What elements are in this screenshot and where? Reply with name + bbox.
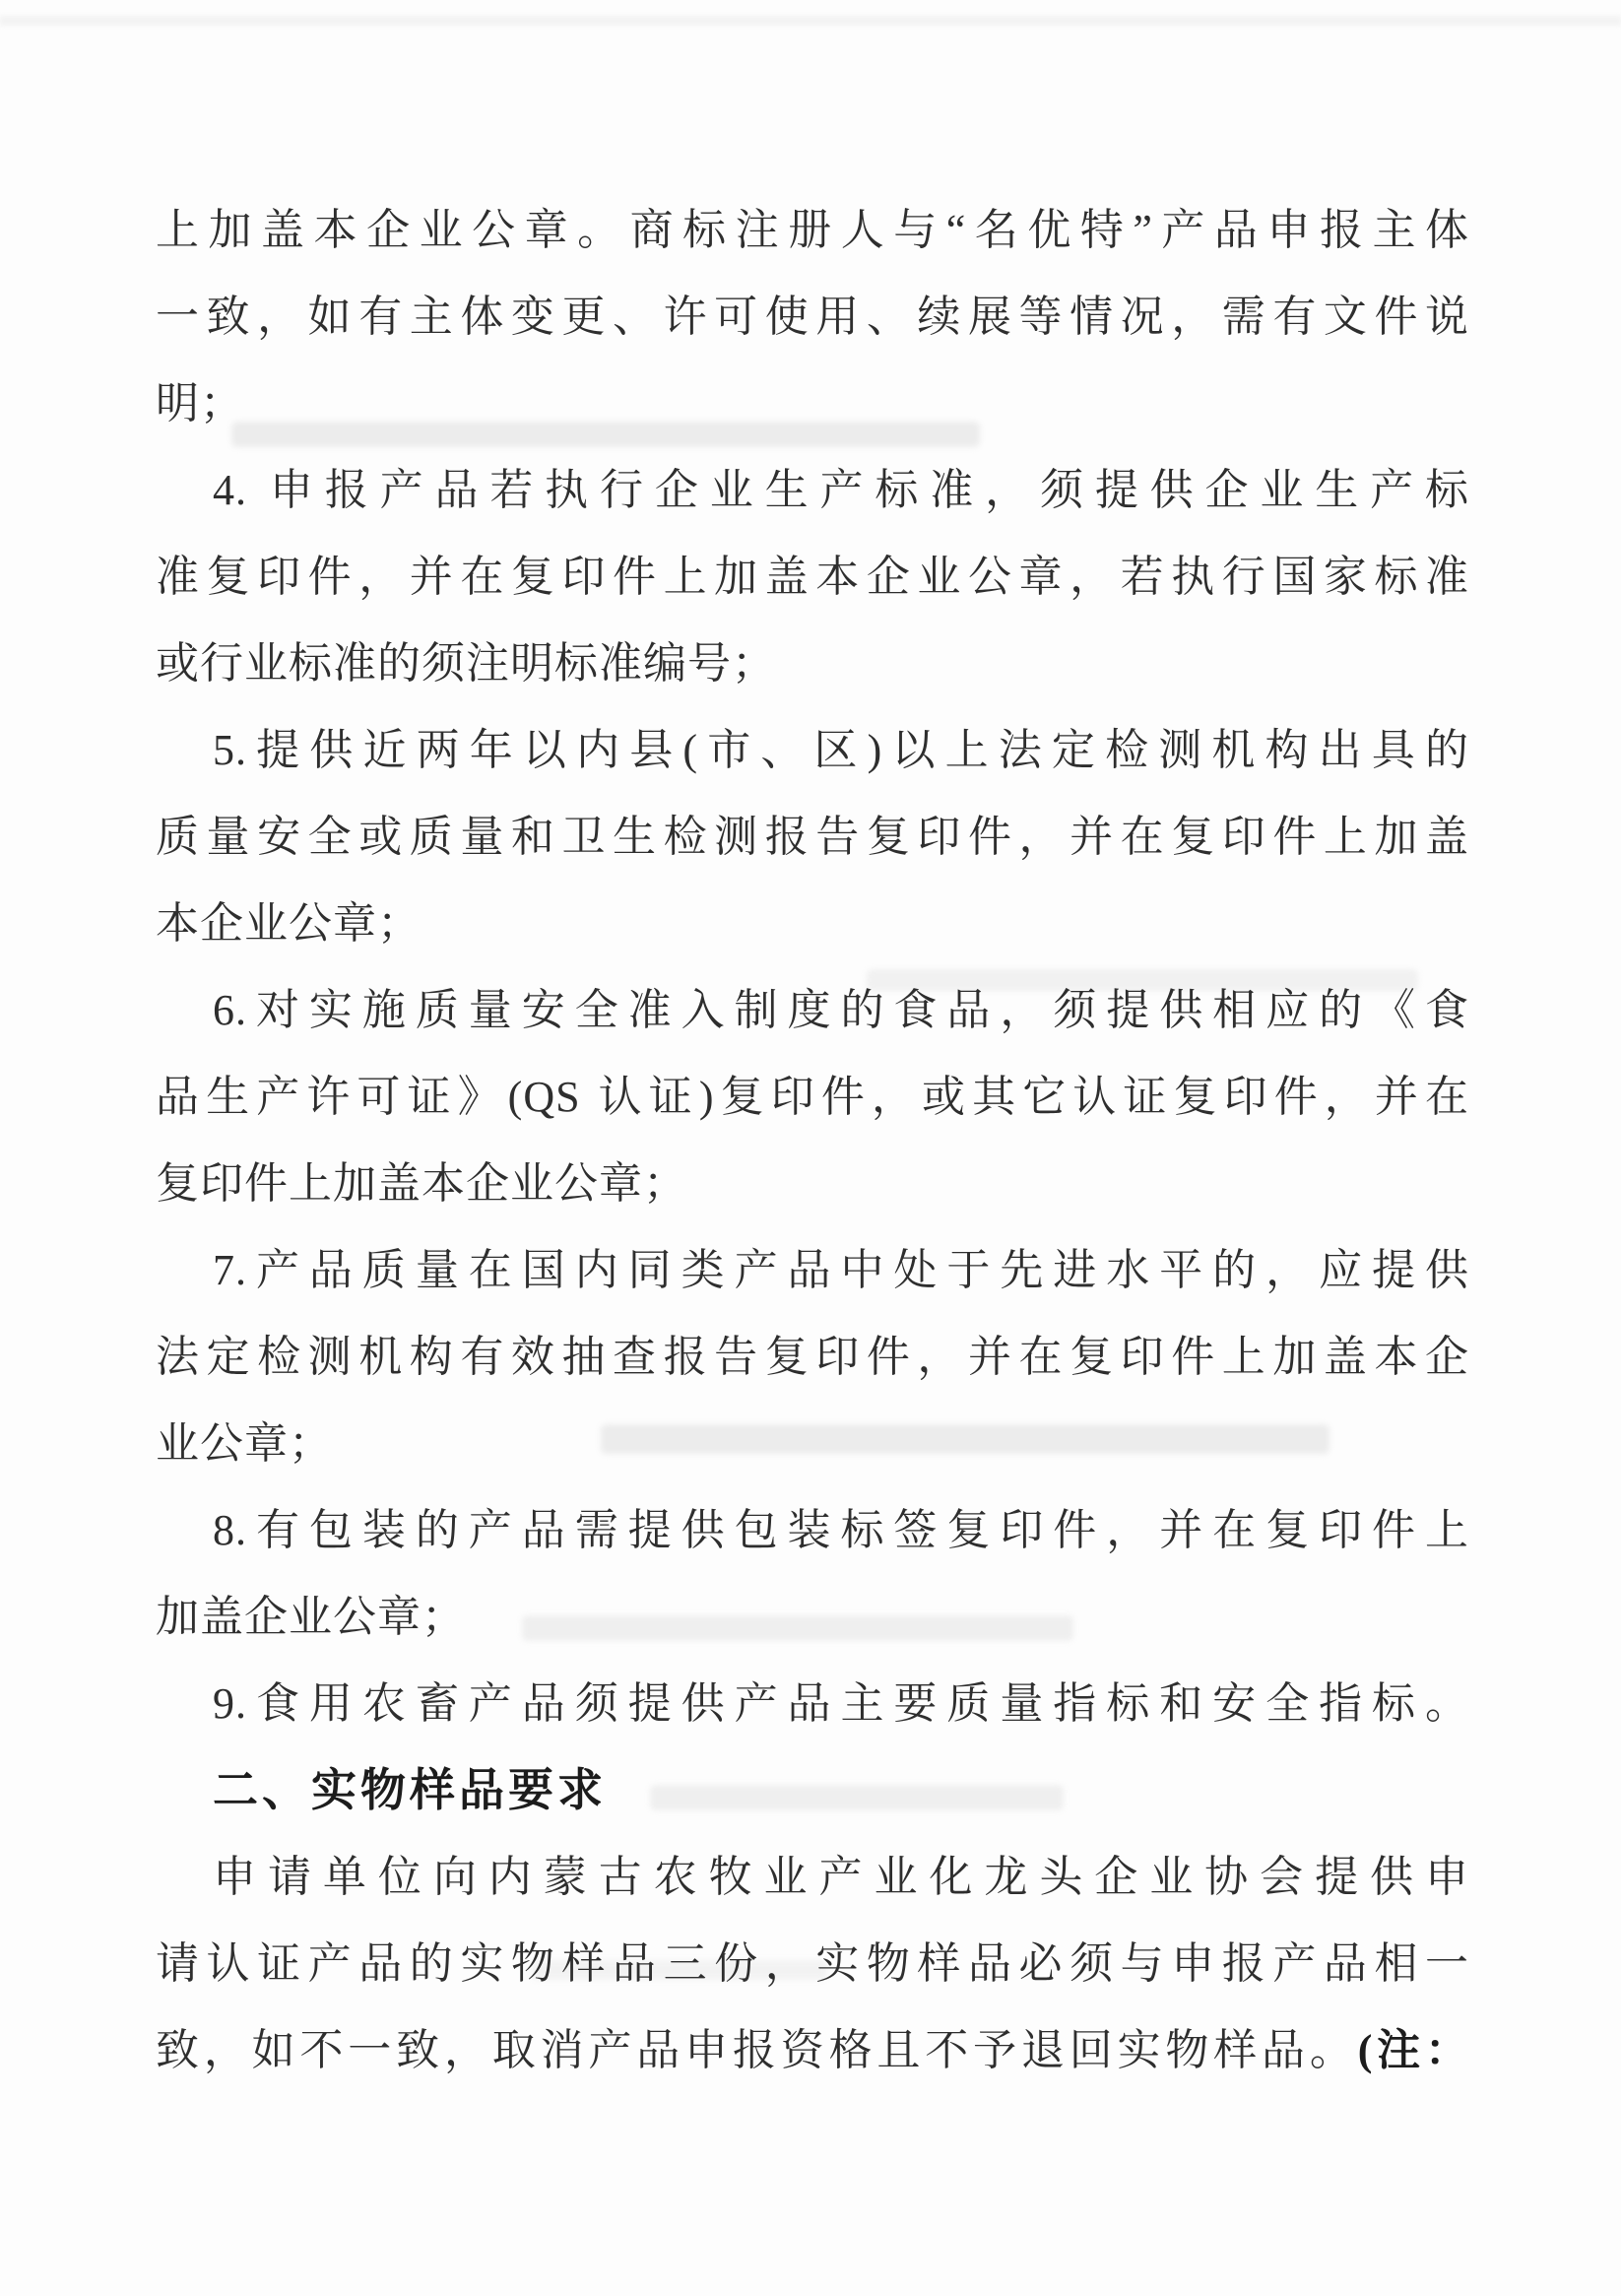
text-line: 请认证产品的实物样品三份，实物样品必须与申报产品相一 — [156, 1939, 1469, 1988]
text-line: 上加盖本企业公章。商标注册人与“名优特”产品申报主体 — [156, 206, 1469, 254]
text-line: 明； — [156, 379, 244, 427]
scan-edge-artifact — [0, 16, 1621, 26]
text-line: 或行业标准的须注明标准编号； — [156, 639, 776, 688]
text-line: 业公章； — [156, 1419, 333, 1468]
text-line-item-6: 6.对实施质量安全准入制度的食品，须提供相应的《食 — [213, 986, 1469, 1034]
text-line-item-4: 4. 申报产品若执行企业生产标准，须提供企业生产标 — [213, 466, 1469, 514]
text-line-item-8: 8.有包装的产品需提供包装标签复印件，并在复印件上 — [213, 1506, 1469, 1554]
text-line-item-9: 9.食用农畜产品须提供产品主要质量指标和安全指标。 — [213, 1679, 1469, 1728]
text-line — [156, 2007, 1469, 2094]
text-line-item-7: 7.产品质量在国内同类产品中处于先进水平的，应提供 — [213, 1246, 1469, 1294]
section-heading: 二、实物样品要求 — [213, 1765, 607, 1815]
text-line: 复印件上加盖本企业公章； — [156, 1159, 687, 1208]
text-line-item-5: 5.提供近两年以内县(市、区)以上法定检测机构出具的 — [213, 726, 1469, 774]
text-line: 加盖企业公章； — [156, 1593, 466, 1641]
text-line: 一致，如有主体变更、许可使用、续展等情况，需有文件说 — [156, 293, 1469, 341]
text-line: 准复印件，并在复印件上加盖本企业公章，若执行国家标准 — [156, 553, 1469, 601]
text-line: 申请单位向内蒙古农牧业产业化龙头企业协会提供申 — [213, 1853, 1469, 1901]
text-line: 本企业公章； — [156, 899, 421, 948]
text-line: 法定检测机构有效抽查报告复印件，并在复印件上加盖本企 — [156, 1333, 1469, 1381]
text-line: 质量安全或质量和卫生检测报告复印件，并在复印件上加盖 — [156, 813, 1469, 861]
document-page — [156, 187, 1469, 2094]
text-line: 品生产许可证》(QS 认证)复印件，或其它认证复印件，并在 — [156, 1073, 1469, 1121]
note-marker: (注： — [1357, 2026, 1469, 2074]
text-line-normal: 致，如不一致，取消产品申报资格且不予退回实物样品。 — [156, 2026, 1358, 2074]
